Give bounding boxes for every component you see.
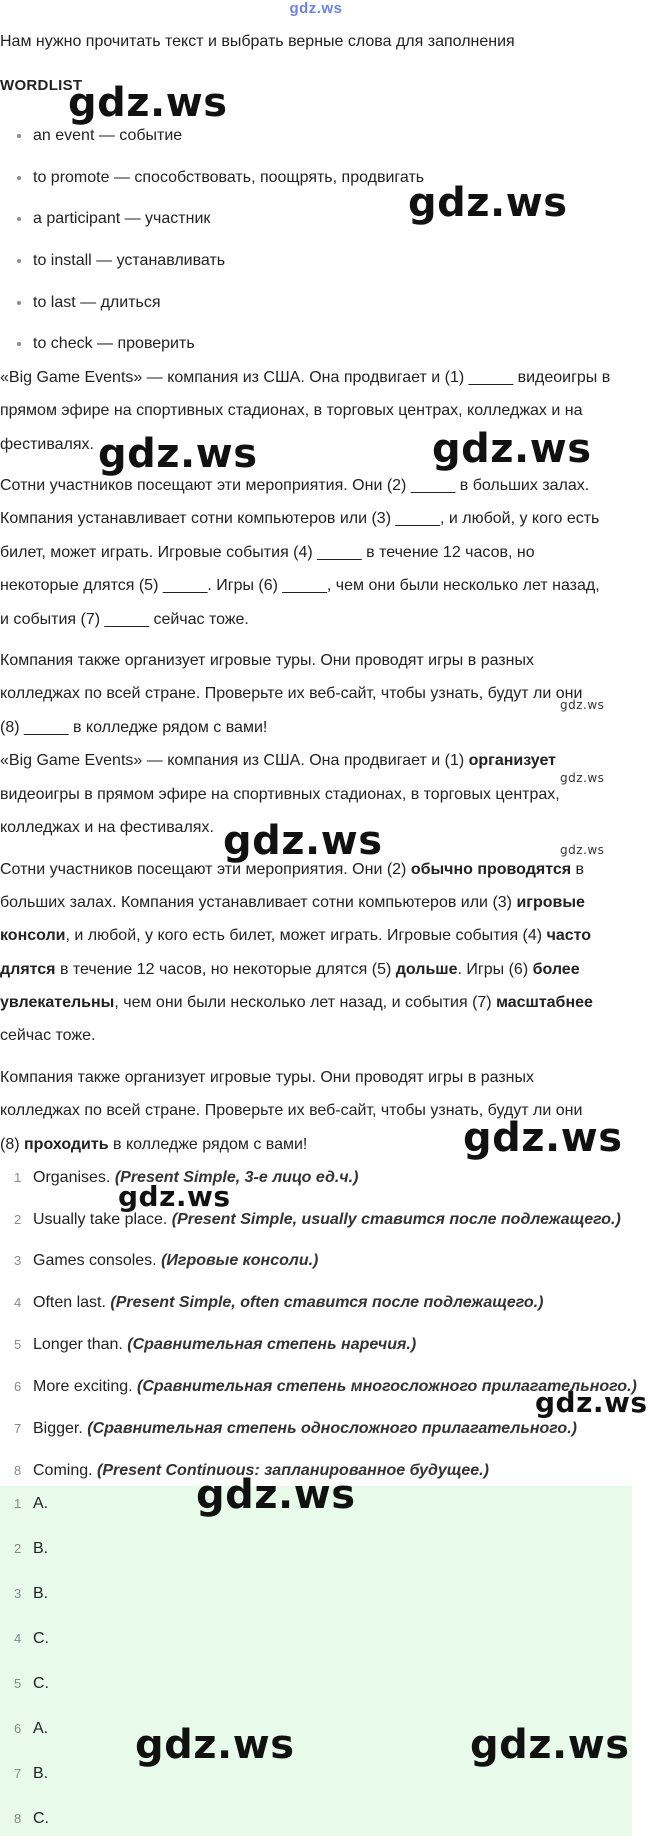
- watermark: gdz.ws: [68, 80, 228, 126]
- watermark: gdz.ws: [223, 818, 383, 864]
- bullet-icon: [17, 342, 21, 346]
- watermark: gdz.ws: [535, 1386, 648, 1419]
- task-line: и события (7) _____ сейчас тоже.: [0, 611, 249, 628]
- list-item: to last — длиться: [0, 293, 632, 313]
- task-line: билет, может играть. Игровые события (4) _____ в течение 12 часов, но: [0, 544, 535, 561]
- filled-line: больших залах. Компания устанавливает сотни компьютеров или (3) игровые: [0, 894, 585, 911]
- filled-line: «Big Game Events» — компания из США. Она продвигает и (1) организует: [0, 752, 556, 769]
- list-item: a participant — участник: [0, 209, 632, 229]
- filled-line: видеоигры в прямом эфире на спортивных стадионах, в торговых центрах,: [0, 786, 560, 803]
- list-item: to check — проверить: [0, 334, 632, 354]
- list-item: 3 Games consoles. (Игровые консоли.): [14, 1252, 319, 1269]
- list-item: to promote — способствовать, поощрять, продвигать: [0, 168, 632, 188]
- task-line: «Big Game Events» — компания из США. Она продвигает и (1) _____ видеоигры в: [0, 369, 611, 386]
- list-item: 4 Often last. (Present Simple, often ставится после подлежащего.): [14, 1294, 544, 1311]
- watermark: gdz.ws: [135, 1722, 295, 1768]
- watermark: gdz.ws: [196, 1472, 356, 1518]
- watermark: gdz.ws: [560, 698, 605, 712]
- task-line: колледжах по всей стране. Проверьте их веб-сайт, чтобы узнать, будут ли они: [0, 685, 583, 702]
- filled-line: Сотни участников посещают эти мероприятия. Они (2) обычно проводятся в: [0, 861, 585, 878]
- task-line: Сотни участников посещают эти мероприятия. Они (2) _____ в больших залах.: [0, 477, 590, 494]
- filled-line: консоли, и любой, у кого есть билет, может играть. Игровые события (4) часто: [0, 927, 592, 944]
- filled-line: длятся в течение 12 часов, но некоторые длятся (5) дольше. Игры (6) более: [0, 961, 580, 978]
- filled-line: колледжах и на фестивалях.: [0, 819, 214, 836]
- watermark: gdz.ws: [560, 843, 605, 857]
- watermark: gdz.ws: [118, 1180, 231, 1213]
- list-item: 8 C.: [14, 1810, 49, 1827]
- list-item: 6 More exciting. (Сравнительная степень многосложного прилагательного.): [14, 1378, 637, 1395]
- watermark: gdz.ws: [408, 180, 568, 226]
- bullet-icon: [17, 176, 21, 180]
- task-line: фестивалях.: [0, 436, 94, 453]
- watermark: gdz.ws: [560, 771, 605, 785]
- task-line: некоторые длятся (5) _____. Игры (6) _____, чем они были несколько лет назад,: [0, 577, 600, 594]
- filled-line: колледжах по всей стране. Проверьте их веб-сайт, чтобы узнать, будут ли они: [0, 1102, 583, 1119]
- list-item: 7 Bigger. (Сравнительная степень односложного прилагательного.): [14, 1420, 577, 1437]
- list-item: to install — устанавливать: [0, 251, 632, 271]
- list-item: 4 C.: [14, 1630, 49, 1647]
- task-line: прямом эфире на спортивных стадионах, в торговых центрах, колледжах и на: [0, 402, 583, 419]
- watermark: gdz.ws: [98, 431, 258, 477]
- list-item: 6 A.: [14, 1720, 49, 1737]
- task-line: (8) _____ в колледже рядом с вами!: [0, 719, 268, 736]
- list-item: 2 B.: [14, 1540, 49, 1557]
- list-item: an event — событие: [0, 126, 632, 146]
- bullet-icon: [17, 134, 21, 138]
- list-item: 5 C.: [14, 1675, 49, 1692]
- list-item: 1 A.: [14, 1495, 49, 1512]
- intro-text: Нам нужно прочитать текст и выбрать верные слова для заполнения: [0, 33, 515, 50]
- bullet-icon: [17, 217, 21, 221]
- list-item: 5 Longer than. (Сравнительная степень наречия.): [14, 1336, 417, 1353]
- list-item: 7 B.: [14, 1765, 49, 1782]
- watermark: gdz.ws: [432, 426, 592, 472]
- bullet-icon: [17, 259, 21, 263]
- filled-line: увлекательны, чем они были несколько лет назад, и события (7) масштабнее: [0, 994, 593, 1011]
- watermark: gdz.ws: [463, 1115, 623, 1161]
- list-item: 8 Coming. (Present Continuous: запланированное будущее.): [14, 1462, 489, 1479]
- task-line: Компания устанавливает сотни компьютеров или (3) _____, и любой, у кого есть: [0, 510, 600, 527]
- filled-line: (8) проходить в колледже рядом с вами!: [0, 1136, 308, 1153]
- filled-line: Компания также организует игровые туры. Они проводят игры в разных: [0, 1069, 534, 1086]
- watermark: gdz.ws: [470, 1722, 630, 1768]
- top-watermark: gdz.ws: [289, 0, 343, 17]
- filled-line: сейчас тоже.: [0, 1027, 96, 1044]
- wordlist-heading: WORDLIST: [0, 77, 83, 94]
- task-line: Компания также организует игровые туры. Они проводят игры в разных: [0, 652, 534, 669]
- list-item: 3 B.: [14, 1585, 49, 1602]
- bullet-icon: [17, 301, 21, 305]
- list-item: 1 Organises. (Present Simple, 3-е лицо ед.ч.): [14, 1169, 359, 1186]
- list-item: 2 Usually take place. (Present Simple, usually ставится после подлежащего.): [14, 1211, 621, 1228]
